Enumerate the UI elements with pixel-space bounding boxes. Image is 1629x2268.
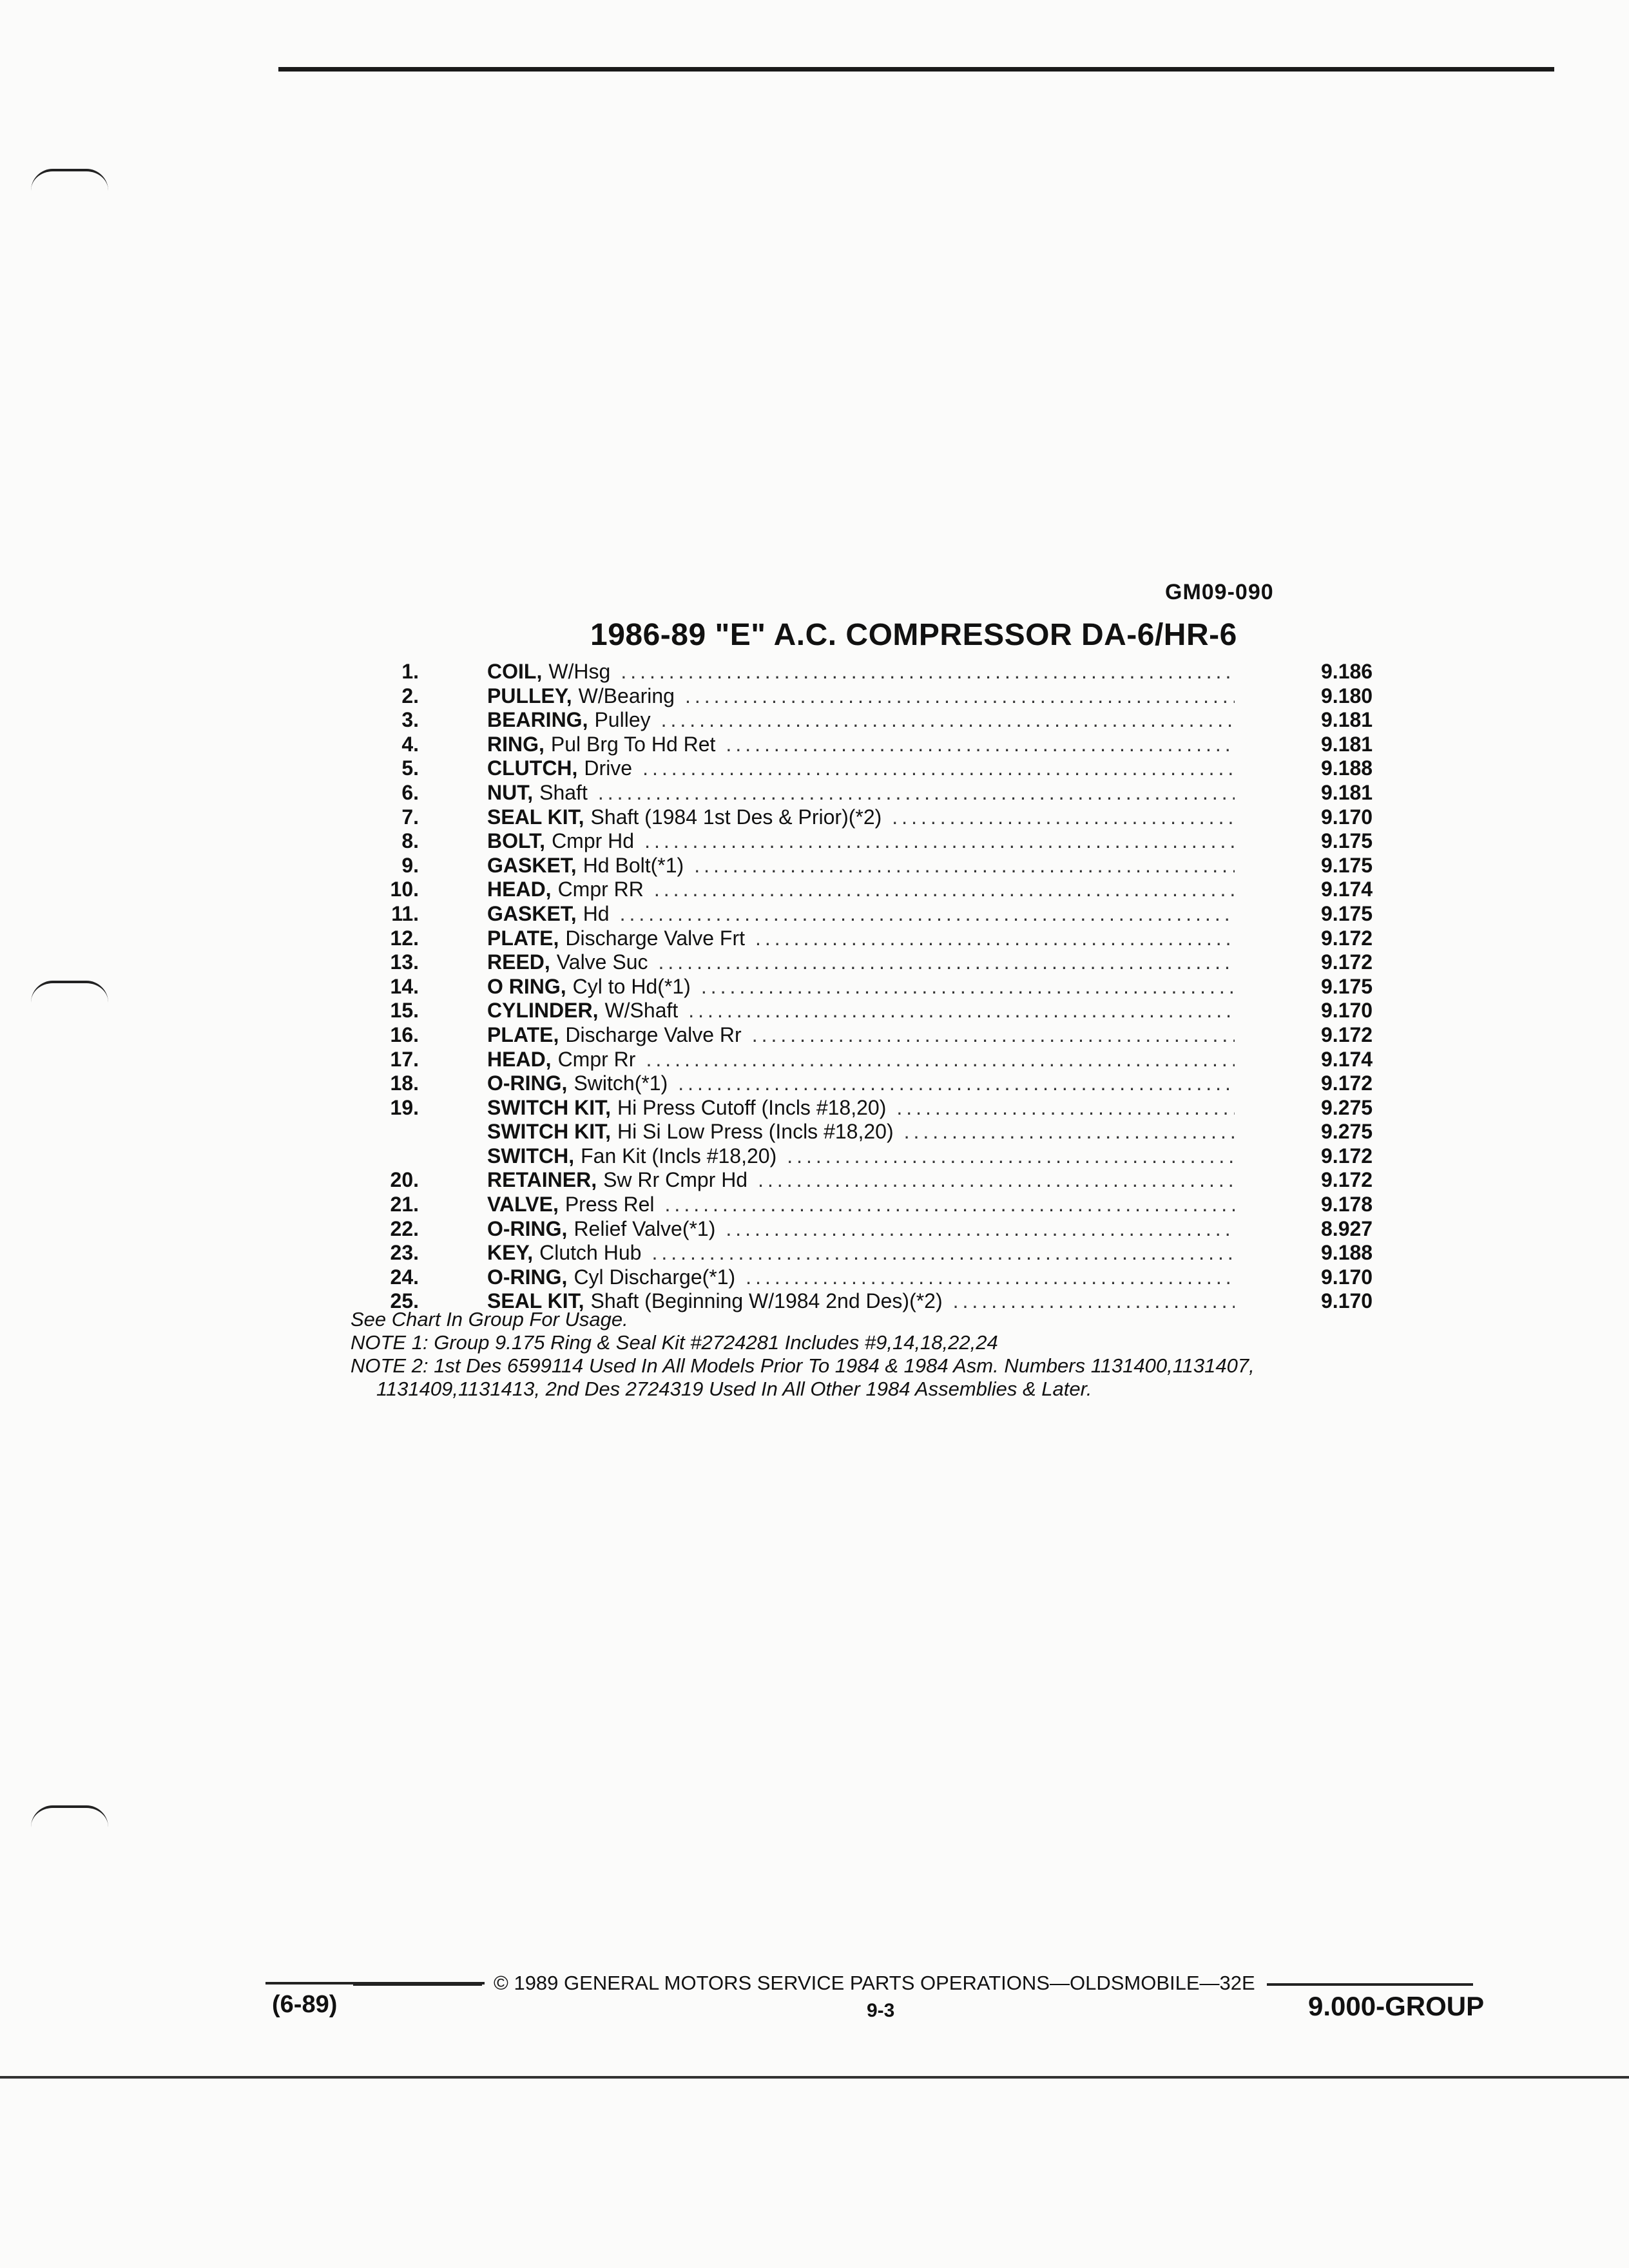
group-number: 9.275 [1321, 1095, 1373, 1119]
item-number: 25. [390, 1289, 419, 1313]
part-name: CLUTCH, [487, 756, 578, 780]
group-number: 9.175 [1321, 901, 1373, 925]
binder-hole-mark [31, 1805, 108, 1827]
part-name: O-RING, [487, 1216, 568, 1240]
item-number: 2. [401, 684, 419, 707]
group-number: 9.172 [1321, 1168, 1373, 1192]
item-number: 9. [401, 853, 419, 877]
top-rule [278, 67, 1554, 72]
part-detail: Hd [583, 901, 610, 925]
note-1: NOTE 1: Group 9.175 Ring & Seal Kit #2724281 Includes #9,14,18,22,24 [351, 1331, 998, 1354]
parts-row [348, 1023, 1392, 1048]
part-name: COIL, [487, 660, 543, 683]
parts-row [348, 1120, 1392, 1144]
parts-row [348, 1048, 1392, 1072]
part-description [487, 854, 1235, 878]
part-description [487, 1072, 1235, 1096]
dot-leader [659, 950, 1235, 975]
parts-row [348, 1096, 1392, 1120]
part-description [487, 878, 1235, 902]
group-number: 9.188 [1321, 1241, 1373, 1265]
part-name: KEY, [487, 1241, 534, 1265]
parts-row [348, 902, 1392, 927]
dot-leader [642, 756, 1235, 781]
part-description [487, 781, 1235, 805]
parts-row [348, 684, 1392, 709]
part-detail: Hd Bolt(*1) [583, 853, 684, 877]
part-detail: Shaft (Beginning W/1984 2nd Des)(*2) [590, 1289, 943, 1313]
revision-date: (6-89) [272, 1991, 338, 2018]
group-number: 9.170 [1321, 999, 1373, 1023]
item-number: 17. [390, 1047, 419, 1071]
parts-list [348, 660, 1392, 1314]
part-name: VALVE, [487, 1193, 559, 1216]
part-detail: Clutch Hub [539, 1241, 642, 1265]
part-description [487, 1265, 1235, 1290]
dot-leader [646, 1048, 1235, 1072]
parts-row [348, 950, 1392, 975]
part-name: SEAL KIT, [487, 1289, 584, 1313]
item-number: 18. [390, 1072, 419, 1095]
part-description [487, 975, 1235, 999]
usage-note: See Chart In Group For Usage. [351, 1308, 628, 1331]
item-number: 8. [401, 829, 419, 853]
parts-row [348, 1144, 1392, 1169]
note-2: NOTE 2: 1st Des 6599114 Used In All Models Prior To 1984 & 1984 Asm. Numbers 1131400,1131407, [351, 1354, 1255, 1377]
dot-leader [755, 927, 1235, 951]
dot-leader [621, 660, 1235, 684]
part-name: HEAD, [487, 1047, 552, 1071]
part-detail: Fan Kit (Incls #18,20) [581, 1144, 777, 1168]
item-number: 7. [401, 805, 419, 829]
note-2-continued: 1131409,1131413, 2nd Des 2724319 Used In All Other 1984 Assemblies & Later. [376, 1378, 1092, 1400]
part-name: BOLT, [487, 829, 546, 853]
group-number: 9.175 [1321, 974, 1373, 998]
part-description [487, 684, 1235, 709]
part-name: SEAL KIT, [487, 805, 584, 829]
footer-copyright [353, 1972, 1473, 1995]
part-description [487, 950, 1235, 975]
part-name: RING, [487, 732, 545, 756]
dot-leader [758, 1168, 1235, 1193]
part-description [487, 902, 1235, 927]
part-description [487, 1144, 1235, 1169]
dot-leader [904, 1120, 1235, 1144]
dot-leader [651, 1241, 1235, 1265]
dot-leader [665, 1193, 1235, 1217]
group-number: 9.174 [1321, 1047, 1373, 1071]
part-detail: Pulley [594, 708, 651, 732]
group-label: 9.000-GROUP [1308, 1991, 1485, 2021]
part-name: HEAD, [487, 878, 552, 901]
part-name: O-RING, [487, 1265, 568, 1289]
dot-leader [661, 708, 1235, 733]
parts-row [348, 878, 1392, 902]
binder-hole-mark [31, 169, 108, 191]
dot-leader [598, 781, 1235, 805]
parts-row [348, 733, 1392, 757]
part-detail: W/Bearing [578, 684, 675, 707]
part-description [487, 999, 1235, 1023]
dot-leader [654, 878, 1235, 902]
notes [351, 1308, 1255, 1401]
item-number: 16. [390, 1023, 419, 1046]
part-description [487, 733, 1235, 757]
group-number: 9.181 [1321, 732, 1373, 756]
part-description [487, 1120, 1235, 1144]
group-number: 9.188 [1321, 756, 1373, 780]
part-name: SWITCH, [487, 1144, 575, 1168]
parts-row [348, 805, 1392, 830]
part-name: PULLEY, [487, 684, 572, 707]
dot-leader [688, 999, 1235, 1023]
item-number: 22. [390, 1216, 419, 1240]
dot-leader [644, 829, 1235, 854]
bottom-rule [0, 2076, 1629, 2079]
footer-rule-right [1267, 1983, 1473, 1986]
part-name: GASKET, [487, 853, 577, 877]
part-detail: Discharge Valve Rr [565, 1023, 742, 1046]
dot-leader [694, 854, 1235, 878]
part-detail: Shaft [539, 780, 588, 804]
group-number: 9.180 [1321, 684, 1373, 707]
part-detail: Cyl to Hd(*1) [572, 974, 691, 998]
part-description [487, 1048, 1235, 1072]
item-number: 10. [390, 878, 419, 901]
parts-row [348, 1265, 1392, 1290]
part-detail: Shaft (1984 1st Des & Prior)(*2) [590, 805, 882, 829]
item-number: 19. [390, 1095, 419, 1119]
part-detail: Cmpr RR [557, 878, 644, 901]
parts-row [348, 1072, 1392, 1096]
group-number: 9.175 [1321, 853, 1373, 877]
part-detail: Cmpr Rr [557, 1047, 636, 1071]
dot-leader [685, 684, 1235, 709]
part-description [487, 1023, 1235, 1048]
parts-row [348, 660, 1392, 684]
part-description [487, 708, 1235, 733]
group-number: 9.186 [1321, 660, 1373, 683]
item-number: 3. [401, 708, 419, 732]
part-detail: Press Rel [564, 1193, 655, 1216]
item-number: 24. [390, 1265, 419, 1289]
page-number: 9-3 [867, 2000, 895, 2021]
group-number: 9.172 [1321, 1072, 1373, 1095]
dot-leader [726, 1217, 1235, 1242]
part-detail: Switch(*1) [574, 1072, 668, 1095]
part-detail: Valve Suc [556, 950, 648, 974]
part-description [487, 805, 1235, 830]
item-number: 15. [390, 999, 419, 1023]
dot-leader [752, 1023, 1235, 1048]
part-detail: Relief Valve(*1) [574, 1216, 716, 1240]
parts-row [348, 854, 1392, 878]
part-name: GASKET, [487, 901, 577, 925]
copyright-text: © 1989 GENERAL MOTORS SERVICE PARTS OPERATIONS—OLDSMOBILE—32E [494, 1972, 1255, 1994]
group-number: 9.172 [1321, 1023, 1373, 1046]
item-number: 1. [401, 660, 419, 683]
part-name: SWITCH KIT, [487, 1120, 611, 1144]
binder-hole-mark [31, 981, 108, 1003]
item-number: 13. [390, 950, 419, 974]
part-detail: Pul Brg To Hd Ret [550, 732, 716, 756]
item-number: 14. [390, 974, 419, 998]
item-number: 12. [390, 926, 419, 950]
parts-row [348, 781, 1392, 805]
group-number: 9.170 [1321, 1289, 1373, 1313]
group-number: 9.172 [1321, 1144, 1373, 1168]
parts-row [348, 975, 1392, 999]
part-name: RETAINER, [487, 1168, 597, 1192]
part-description [487, 927, 1235, 951]
page-title: 1986-89 "E" A.C. COMPRESSOR DA-6/HR-6 [590, 618, 1237, 652]
dot-leader [896, 1096, 1235, 1120]
part-name: PLATE, [487, 926, 559, 950]
part-description [487, 1193, 1235, 1217]
part-description [487, 1168, 1235, 1193]
dot-leader [678, 1072, 1235, 1096]
document-code: GM09-090 [1165, 580, 1274, 604]
group-number: 9.181 [1321, 708, 1373, 732]
group-number: 9.170 [1321, 805, 1373, 829]
part-description [487, 1217, 1235, 1242]
part-name: O-RING, [487, 1072, 568, 1095]
group-number: 9.175 [1321, 829, 1373, 853]
dot-leader [726, 733, 1235, 757]
group-number: 9.172 [1321, 950, 1373, 974]
parts-row [348, 1168, 1392, 1193]
part-detail: W/Hsg [548, 660, 611, 683]
parts-row [348, 756, 1392, 781]
part-detail: Drive [584, 756, 633, 780]
parts-row [348, 927, 1392, 951]
parts-row [348, 1193, 1392, 1217]
item-number: 23. [390, 1241, 419, 1265]
group-number: 9.172 [1321, 926, 1373, 950]
part-name: BEARING, [487, 708, 588, 732]
part-description [487, 660, 1235, 684]
item-number: 20. [390, 1168, 419, 1192]
dot-leader [892, 805, 1235, 830]
dot-leader [701, 975, 1235, 999]
part-description [487, 829, 1235, 854]
part-description [487, 1096, 1235, 1120]
part-detail: Cyl Discharge(*1) [574, 1265, 736, 1289]
part-detail: Hi Si Low Press (Incls #18,20) [617, 1120, 894, 1144]
group-number: 9.174 [1321, 878, 1373, 901]
part-name: PLATE, [487, 1023, 559, 1046]
part-detail: Cmpr Hd [552, 829, 635, 853]
dot-leader [787, 1144, 1235, 1169]
group-number: 8.927 [1321, 1216, 1373, 1240]
part-description [487, 1241, 1235, 1265]
part-name: NUT, [487, 780, 534, 804]
parts-row [348, 1241, 1392, 1265]
item-number: 5. [401, 756, 419, 780]
parts-row [348, 708, 1392, 733]
dot-leader [620, 902, 1235, 927]
dot-leader [746, 1265, 1235, 1290]
item-number: 21. [390, 1193, 419, 1216]
parts-row [348, 829, 1392, 854]
part-detail: W/Shaft [604, 999, 679, 1023]
part-name: REED, [487, 950, 550, 974]
parts-row [348, 1217, 1392, 1242]
group-number: 9.170 [1321, 1265, 1373, 1289]
part-name: CYLINDER, [487, 999, 599, 1023]
item-number: 4. [401, 732, 419, 756]
part-name: O RING, [487, 974, 566, 998]
group-number: 9.181 [1321, 780, 1373, 804]
part-detail: Hi Press Cutoff (Incls #18,20) [617, 1095, 887, 1119]
part-detail: Discharge Valve Frt [565, 926, 746, 950]
part-name: SWITCH KIT, [487, 1095, 611, 1119]
part-description [487, 756, 1235, 781]
item-number: 11. [391, 901, 419, 925]
group-number: 9.178 [1321, 1193, 1373, 1216]
item-number: 6. [401, 780, 419, 804]
parts-row [348, 999, 1392, 1023]
group-number: 9.275 [1321, 1120, 1373, 1144]
part-detail: Sw Rr Cmpr Hd [603, 1168, 748, 1192]
